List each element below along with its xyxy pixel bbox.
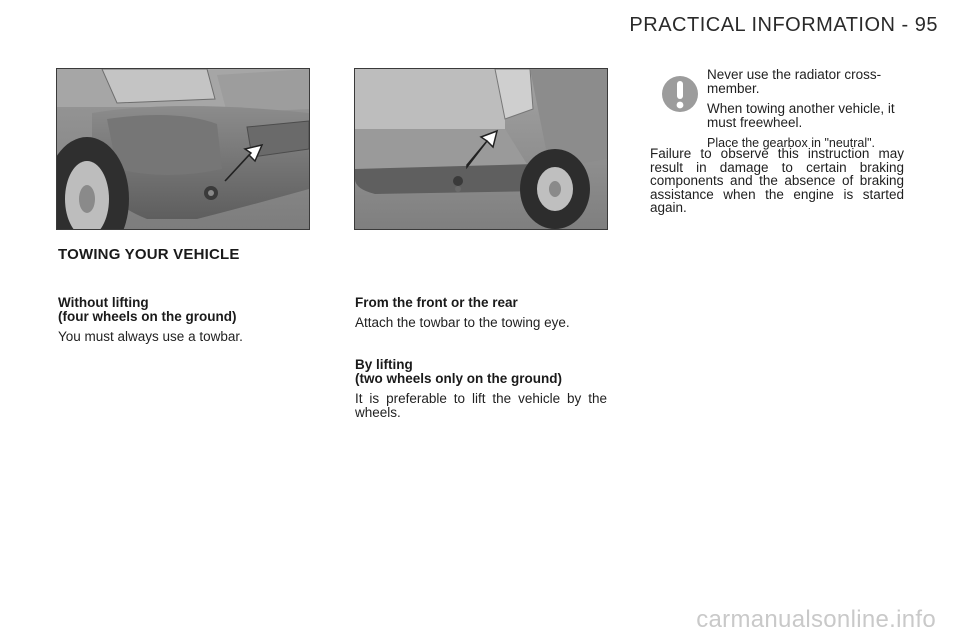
by-lifting-heading-line1: By lifting (355, 357, 413, 372)
by-lifting-block (355, 358, 607, 420)
without-lifting-text: You must always use a towbar. (58, 329, 243, 344)
rear-towing-photo (354, 68, 608, 230)
watermark: carmanualsonline.info (696, 606, 936, 633)
exclamation-icon (660, 74, 700, 114)
towing-methods-block (355, 296, 607, 420)
without-lifting-heading-line2: (four wheels on the ground) (58, 309, 237, 324)
by-lifting-text: It is preferable to lift the vehicle by the wheels. (355, 391, 607, 420)
page-header: PRACTICAL INFORMATION - 95 (629, 14, 938, 36)
without-lifting-heading (58, 296, 308, 324)
warning-item-neutral: Place the gearbox in "neutral". (707, 136, 876, 150)
warning-item-radiator: Never use the radiator cross-member. (707, 67, 882, 96)
rear-bumper-illustration (355, 69, 607, 229)
by-lifting-heading (355, 358, 607, 386)
front-or-rear-heading: From the front or the rear (355, 295, 518, 310)
front-towing-photo (56, 68, 310, 230)
front-or-rear-text: Attach the towbar to the towing eye. (355, 315, 570, 330)
section-title: TOWING YOUR VEHICLE (58, 246, 240, 263)
warning-footer: Failure to observe this instruction may result in damage to certain braking components and the absence of braking assistance when the engine is started again. (650, 146, 904, 215)
by-lifting-heading-line2: (two wheels only on the ground) (355, 371, 562, 386)
warning-item-freewheel: When towing another vehicle, it must freewheel. (707, 101, 895, 130)
without-lifting-block (58, 296, 308, 344)
front-bumper-illustration (57, 69, 309, 229)
without-lifting-heading-line1: Without lifting (58, 295, 149, 310)
warning-list (707, 68, 905, 156)
